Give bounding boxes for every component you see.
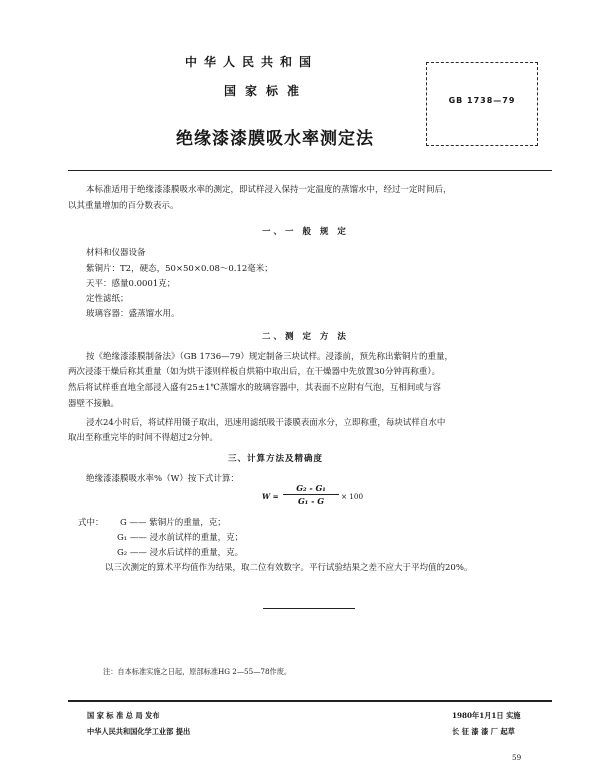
drafter: 长 征 漆 漆 厂 起草 [452,727,515,736]
formula-denominator: G₁ - G [297,496,325,506]
standard-code: GB 1738—79 [448,96,516,105]
s2-para1-line-1: 按《绝缘漆漆膜制备法》（GB 1736—79）规定制备三块试样。浸漆前，预先称出紫铜片的重量， [86,352,453,362]
formula-intro: 绝缘漆漆膜吸水率%（W）按下式计算： [86,474,239,484]
formula-numerator: G₂ - G₁ [296,483,326,493]
page-number: 59 [512,753,522,762]
section-3-heading: 三、计算方法及精确度 [228,454,324,464]
standard-code-box [426,62,538,146]
s2-para2-line-2: 取出至称重完毕的时间不得超过2分钟。 [68,433,218,443]
formula-multiplier: × 100 [341,492,364,501]
document-title: 绝缘漆漆膜吸水率测定法 [176,129,374,149]
intro-line-2: 以其重量增加的百分数表示。 [68,201,179,211]
s1-line-4: 定性滤纸； [86,294,129,304]
s2-para1-line-4: 器壁不接触。 [68,399,120,409]
proposer: 中华人民共和国化学工业部 提出 [87,727,191,736]
header-divider [68,170,552,171]
fraction-bar [283,494,339,495]
variable-g2: G₂ —— 浸水后试样的重量，克。 [117,548,244,558]
result-rule: 以三次测定的算术平均值作为结果，取二位有效数字。平行试验结果之差不应大于平均值的20%。 [105,563,473,573]
s1-line-1: 材料和仪器设备 [86,248,146,258]
where-label: 式中： [78,518,104,528]
intro-line-1: 本标准适用于绝缘漆漆膜吸水率的测定，即试样浸入保持一定温度的蒸馏水中，经过一定时间后， [86,185,452,195]
section-1-heading: 一、一 般 规 定 [262,227,349,237]
standard-type: 国家标准 [224,84,309,98]
variable-g1: G₁ —— 浸水前试样的重量，克； [117,533,244,543]
section-2-heading: 二、测 定 方 法 [262,332,349,342]
s1-line-5: 玻璃容器：盛蒸馏水用。 [86,309,180,319]
implementation-date: 1980年1月1日 实施 [452,711,521,720]
s2-para2-line-1: 浸水24小时后，将试样用镊子取出，迅速用滤纸吸干漆膜表面水分，立即称重，每块试样自水中 [86,418,446,428]
publisher: 国 家 标 准 总 局 发布 [87,711,160,720]
formula-lhs: W = [262,492,279,501]
s2-para1-line-2: 两次浸漆干燥后称其重量（如为烘干漆则样板自烘箱中取出后，在干燥器中先放置30分钟再称重）。 [68,367,441,377]
s1-line-3: 天平：感量0.0001克； [86,279,176,289]
s1-line-2: 紫铜片：T2，硬态，50×50×0.08～0.12毫米； [86,264,273,274]
formula-fraction [283,483,339,506]
footnote: 注：自本标准实施之日起，原部标准HG 2—55—78作废。 [103,667,292,676]
end-of-text-rule [263,608,355,609]
footer-divider [68,700,552,702]
issuing-country: 中华人民共和国 [185,55,319,69]
variable-g: G —— 紫铜片的重量，克； [120,518,226,528]
s2-para1-line-3: 然后将试样垂直地全部浸入盛有25±1℃蒸馏水的玻璃容器中，其表面不应附有气泡，互相间或与容 [68,383,441,393]
